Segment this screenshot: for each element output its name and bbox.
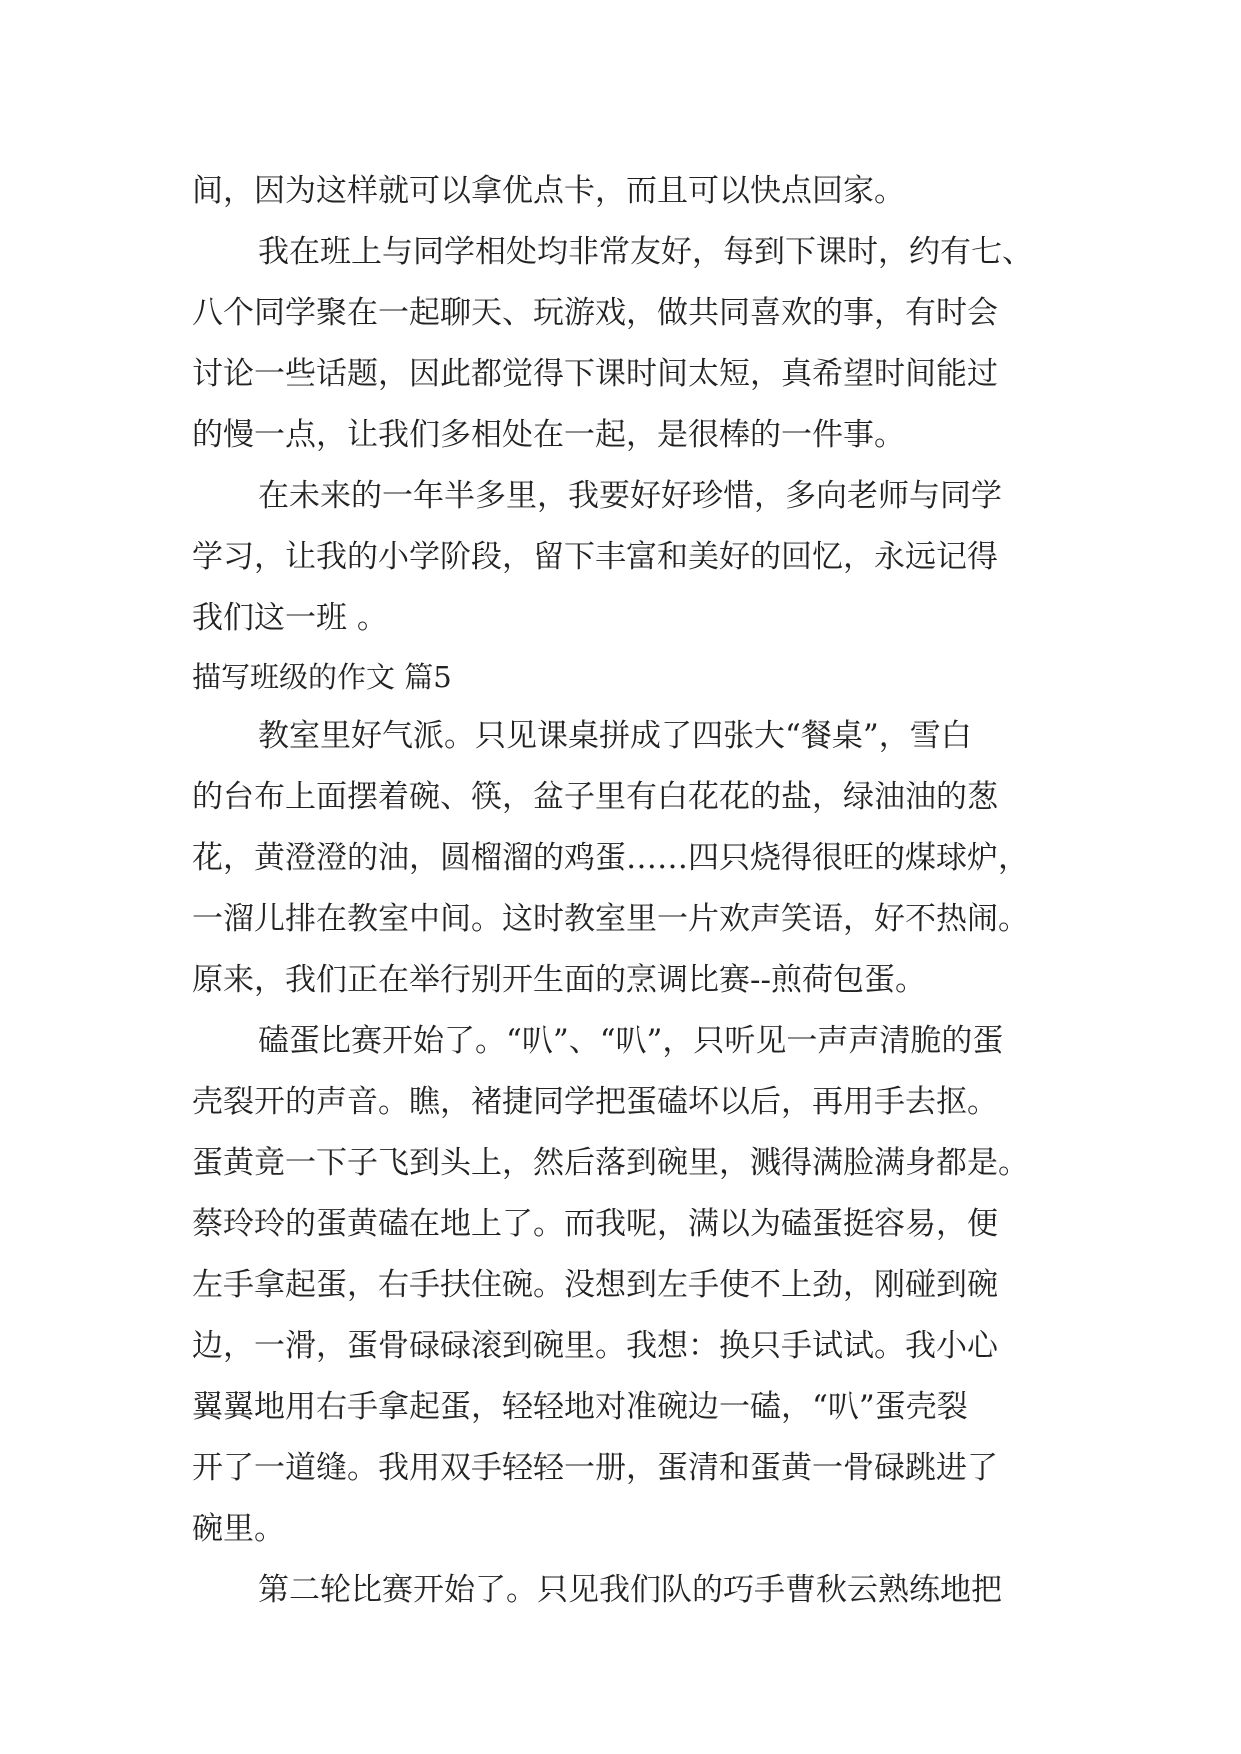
document-body: [192, 161, 1072, 1621]
text-line: 教室里好气派。只见课桌拼成了四张大“餐桌”，雪白: [258, 718, 972, 754]
text-line: 间，因为这样就可以拿优点卡，而且可以快点回家。: [192, 173, 905, 209]
text-line: 第二轮比赛开始了。只见我们队的巧手曹秋云熟练地把: [258, 1572, 1002, 1608]
text-line: 左手拿起蛋，右手扶住碗。没想到左手使不上劲，刚碰到碗: [192, 1267, 998, 1303]
text-line: 碗里。: [192, 1511, 285, 1547]
text-line: 我们这一班 。: [192, 600, 388, 636]
text-line: 一溜儿排在教室中间。这时教室里一片欢声笑语，好不热闹。: [192, 901, 1029, 937]
text-line: 讨论一些话题，因此都觉得下课时间太短，真希望时间能过: [192, 356, 998, 392]
text-line: 的台布上面摆着碗、筷，盆子里有白花花的盐，绿油油的葱: [192, 779, 998, 815]
text-line: 原来，我们正在举行别开生面的烹调比赛--煎荷包蛋。: [192, 962, 926, 998]
text-line: 花，黄澄澄的油，圆榴溜的鸡蛋……四只烧得很旺的煤球炉，: [192, 840, 1029, 876]
text-line: 学习，让我的小学阶段，留下丰富和美好的回忆，永远记得: [192, 539, 998, 575]
section-heading: 描写班级的作文 篇5: [192, 660, 452, 694]
text-line: 我在班上与同学相处均非常友好，每到下课时，约有七、: [258, 234, 1033, 270]
text-line: 磕蛋比赛开始了。“叭”、“叭”，只听见一声声清脆的蛋: [258, 1023, 1004, 1059]
text-line: 壳裂开的声音。瞧，褚捷同学把蛋磕坏以后，再用手去抠。: [192, 1084, 998, 1120]
text-line: 在未来的一年半多里，我要好好珍惜，多向老师与同学: [258, 478, 1002, 514]
text-line: 开了一道缝。我用双手轻轻一册，蛋清和蛋黄一骨碌跳进了: [192, 1450, 998, 1486]
text-line: 蛋黄竟一下子飞到头上，然后落到碗里，溅得满脸满身都是。: [192, 1145, 1029, 1181]
text-line: 翼翼地用右手拿起蛋，轻轻地对准碗边一磕，“叭”蛋壳裂: [192, 1389, 968, 1425]
text-line: 蔡玲玲的蛋黄磕在地上了。而我呢，满以为磕蛋挺容易，便: [192, 1206, 998, 1242]
text-line: 的慢一点，让我们多相处在一起，是很棒的一件事。: [192, 417, 905, 453]
text-line: 八个同学聚在一起聊天、玩游戏，做共同喜欢的事，有时会: [192, 295, 998, 331]
text-line: 边，一滑，蛋骨碌碌滚到碗里。我想：换只手试试。我小心: [192, 1328, 998, 1364]
